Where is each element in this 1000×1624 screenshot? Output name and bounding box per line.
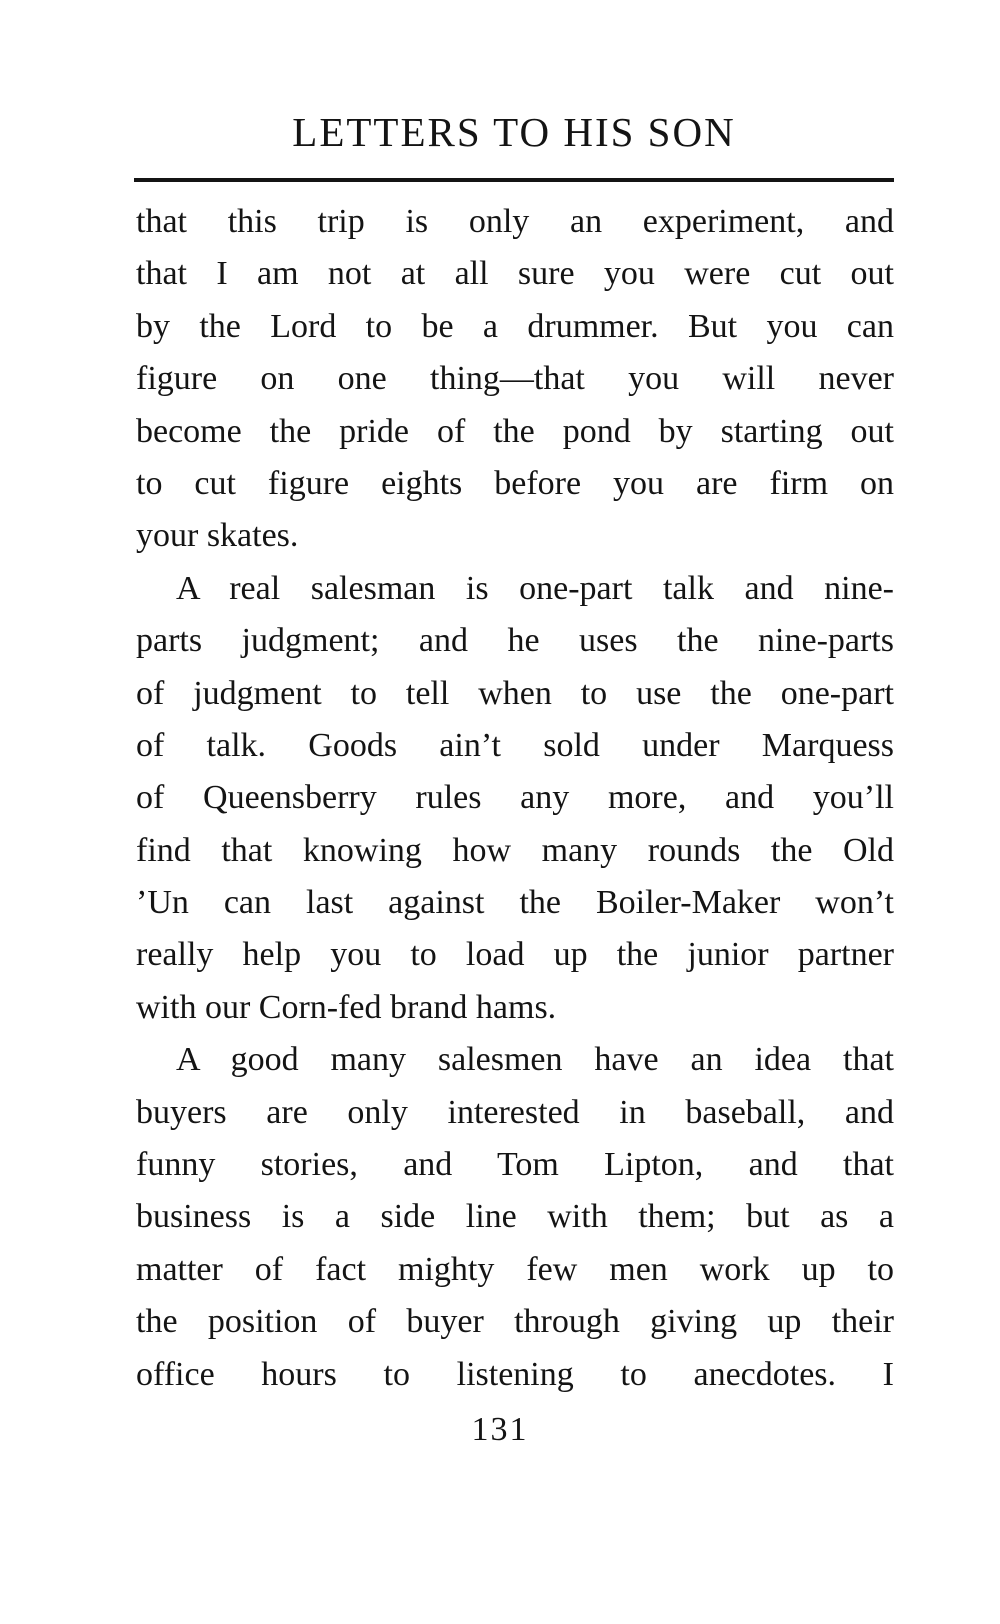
text-line: A real salesman is one-part talk and nine- bbox=[176, 569, 894, 607]
text-line: of Queensberry rules any more, and you’ll bbox=[136, 779, 894, 817]
text-line: of talk. Goods ain’t sold under Marquess bbox=[136, 726, 894, 764]
text-line: business is a side line with them; but as a bbox=[136, 1198, 894, 1236]
body-text bbox=[136, 196, 894, 1401]
text-line: of judgment to tell when to use the one-part bbox=[136, 674, 894, 712]
header-rule bbox=[134, 178, 894, 182]
text-line: by the Lord to be a drummer. But you can bbox=[136, 307, 894, 345]
page-number: 131 bbox=[471, 1411, 529, 1448]
text-line: figure on one thing—that you will never bbox=[136, 360, 894, 398]
text-line: find that knowing how many rounds the Old bbox=[136, 831, 894, 869]
text-line: that I am not at all sure you were cut out bbox=[136, 255, 894, 293]
text-line: with our Corn-fed brand hams. bbox=[136, 988, 557, 1026]
text-line: office hours to listening to anecdotes. I bbox=[136, 1355, 894, 1393]
text-line: become the pride of the pond by starting out bbox=[136, 412, 894, 450]
text-line: buyers are only interested in baseball, and bbox=[136, 1093, 894, 1131]
text-line: ’Un can last against the Boiler-Maker won’t bbox=[136, 884, 894, 922]
text-line: parts judgment; and he uses the nine-parts bbox=[136, 622, 894, 660]
text-line: that this trip is only an experiment, and bbox=[136, 203, 894, 240]
text-line: your skates. bbox=[136, 517, 299, 555]
text-line: the position of buyer through giving up their bbox=[136, 1303, 894, 1341]
text-line: matter of fact mighty few men work up to bbox=[136, 1250, 894, 1288]
text-line: A good many salesmen have an idea that bbox=[176, 1041, 894, 1079]
text-line: funny stories, and Tom Lipton, and that bbox=[136, 1146, 894, 1184]
running-head: LETTERS TO HIS SON bbox=[292, 109, 736, 155]
text-line: to cut figure eights before you are firm on bbox=[136, 464, 894, 502]
text-line: really help you to load up the junior partner bbox=[136, 936, 894, 974]
